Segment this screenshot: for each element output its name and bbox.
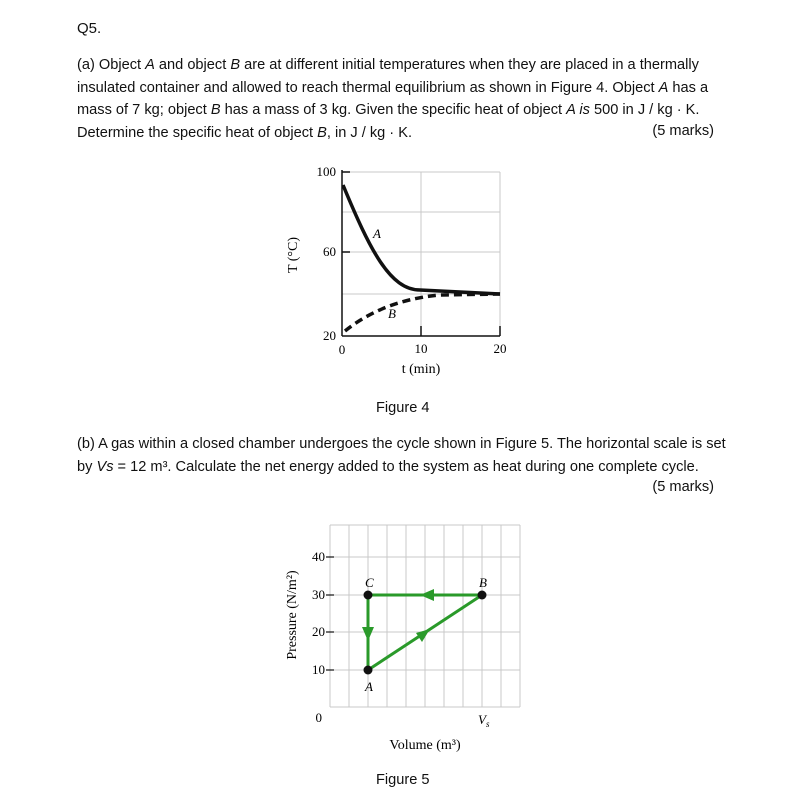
figure-4: [270, 155, 540, 385]
point-b-marker: [478, 591, 487, 600]
part-a-line: Determine the specific heat of object B, in J / kg · K.: [77, 124, 413, 141]
curve-b-label: B: [388, 306, 396, 321]
figure-4-caption: Figure 4: [376, 400, 430, 416]
y-tick-0: 0: [315, 710, 322, 725]
arrow-c-to-a: [362, 627, 374, 641]
x-axis-label: t (min): [401, 362, 441, 377]
point-a-label: A: [365, 679, 373, 694]
figure-5-caption: Figure 5: [376, 772, 430, 788]
y-tick-20: 20: [323, 328, 336, 343]
part-a-text: [77, 54, 729, 144]
x-axis-label: Volume (m³): [389, 738, 461, 753]
point-b-label: B: [479, 575, 487, 590]
part-a-line: insulated container and allowed to reach thermal equilibrium as shown in Figure 4. Object A has a: [77, 79, 709, 96]
part-b-marks: (5 marks): [652, 479, 714, 495]
part-a-line: mass of 7 kg; object B has a mass of 3 kg. Given the specific heat of object A is 500 in J / kg · K.: [77, 102, 700, 119]
point-a-marker: [364, 666, 373, 675]
curve-b: [345, 294, 500, 331]
y-axis-label: Pressure (N/m²): [285, 570, 300, 660]
point-c-marker: [364, 591, 373, 600]
x-tick-vs: $V_s$: [478, 712, 490, 729]
y-axis-label: T (°C): [286, 236, 301, 274]
part-a-line: (a) Object A and object B are at different initial temperatures when they are placed in a thermally: [77, 57, 699, 73]
y-tick-60: 60: [323, 244, 336, 259]
point-c-label: C: [365, 575, 374, 590]
y-tick-100: 100: [316, 164, 336, 179]
part-b-line: by Vs = 12 m³. Calculate the net energy added to the system as heat during one complete cycle.: [77, 458, 699, 475]
curve-a-label: A: [373, 226, 381, 241]
part-a-marks: (5 marks): [652, 123, 714, 139]
y-tick-10: 10: [312, 662, 325, 677]
part-b-text: [77, 433, 729, 478]
arrow-a-to-b: [416, 629, 430, 642]
part-b-line: (b) A gas within a closed chamber undergoes the cycle shown in Figure 5. The horizontal scale is set: [77, 436, 726, 452]
question-number: Q5.: [77, 20, 102, 37]
y-tick-30: 30: [312, 587, 325, 602]
x-tick-10: 10: [414, 341, 428, 356]
arrow-b-to-c: [420, 589, 434, 601]
y-tick-20: 20: [312, 624, 325, 639]
x-tick-0: 0: [338, 342, 346, 357]
figure-5: [270, 515, 560, 765]
y-tick-40: 40: [312, 549, 325, 564]
x-tick-20: 20: [493, 341, 507, 356]
